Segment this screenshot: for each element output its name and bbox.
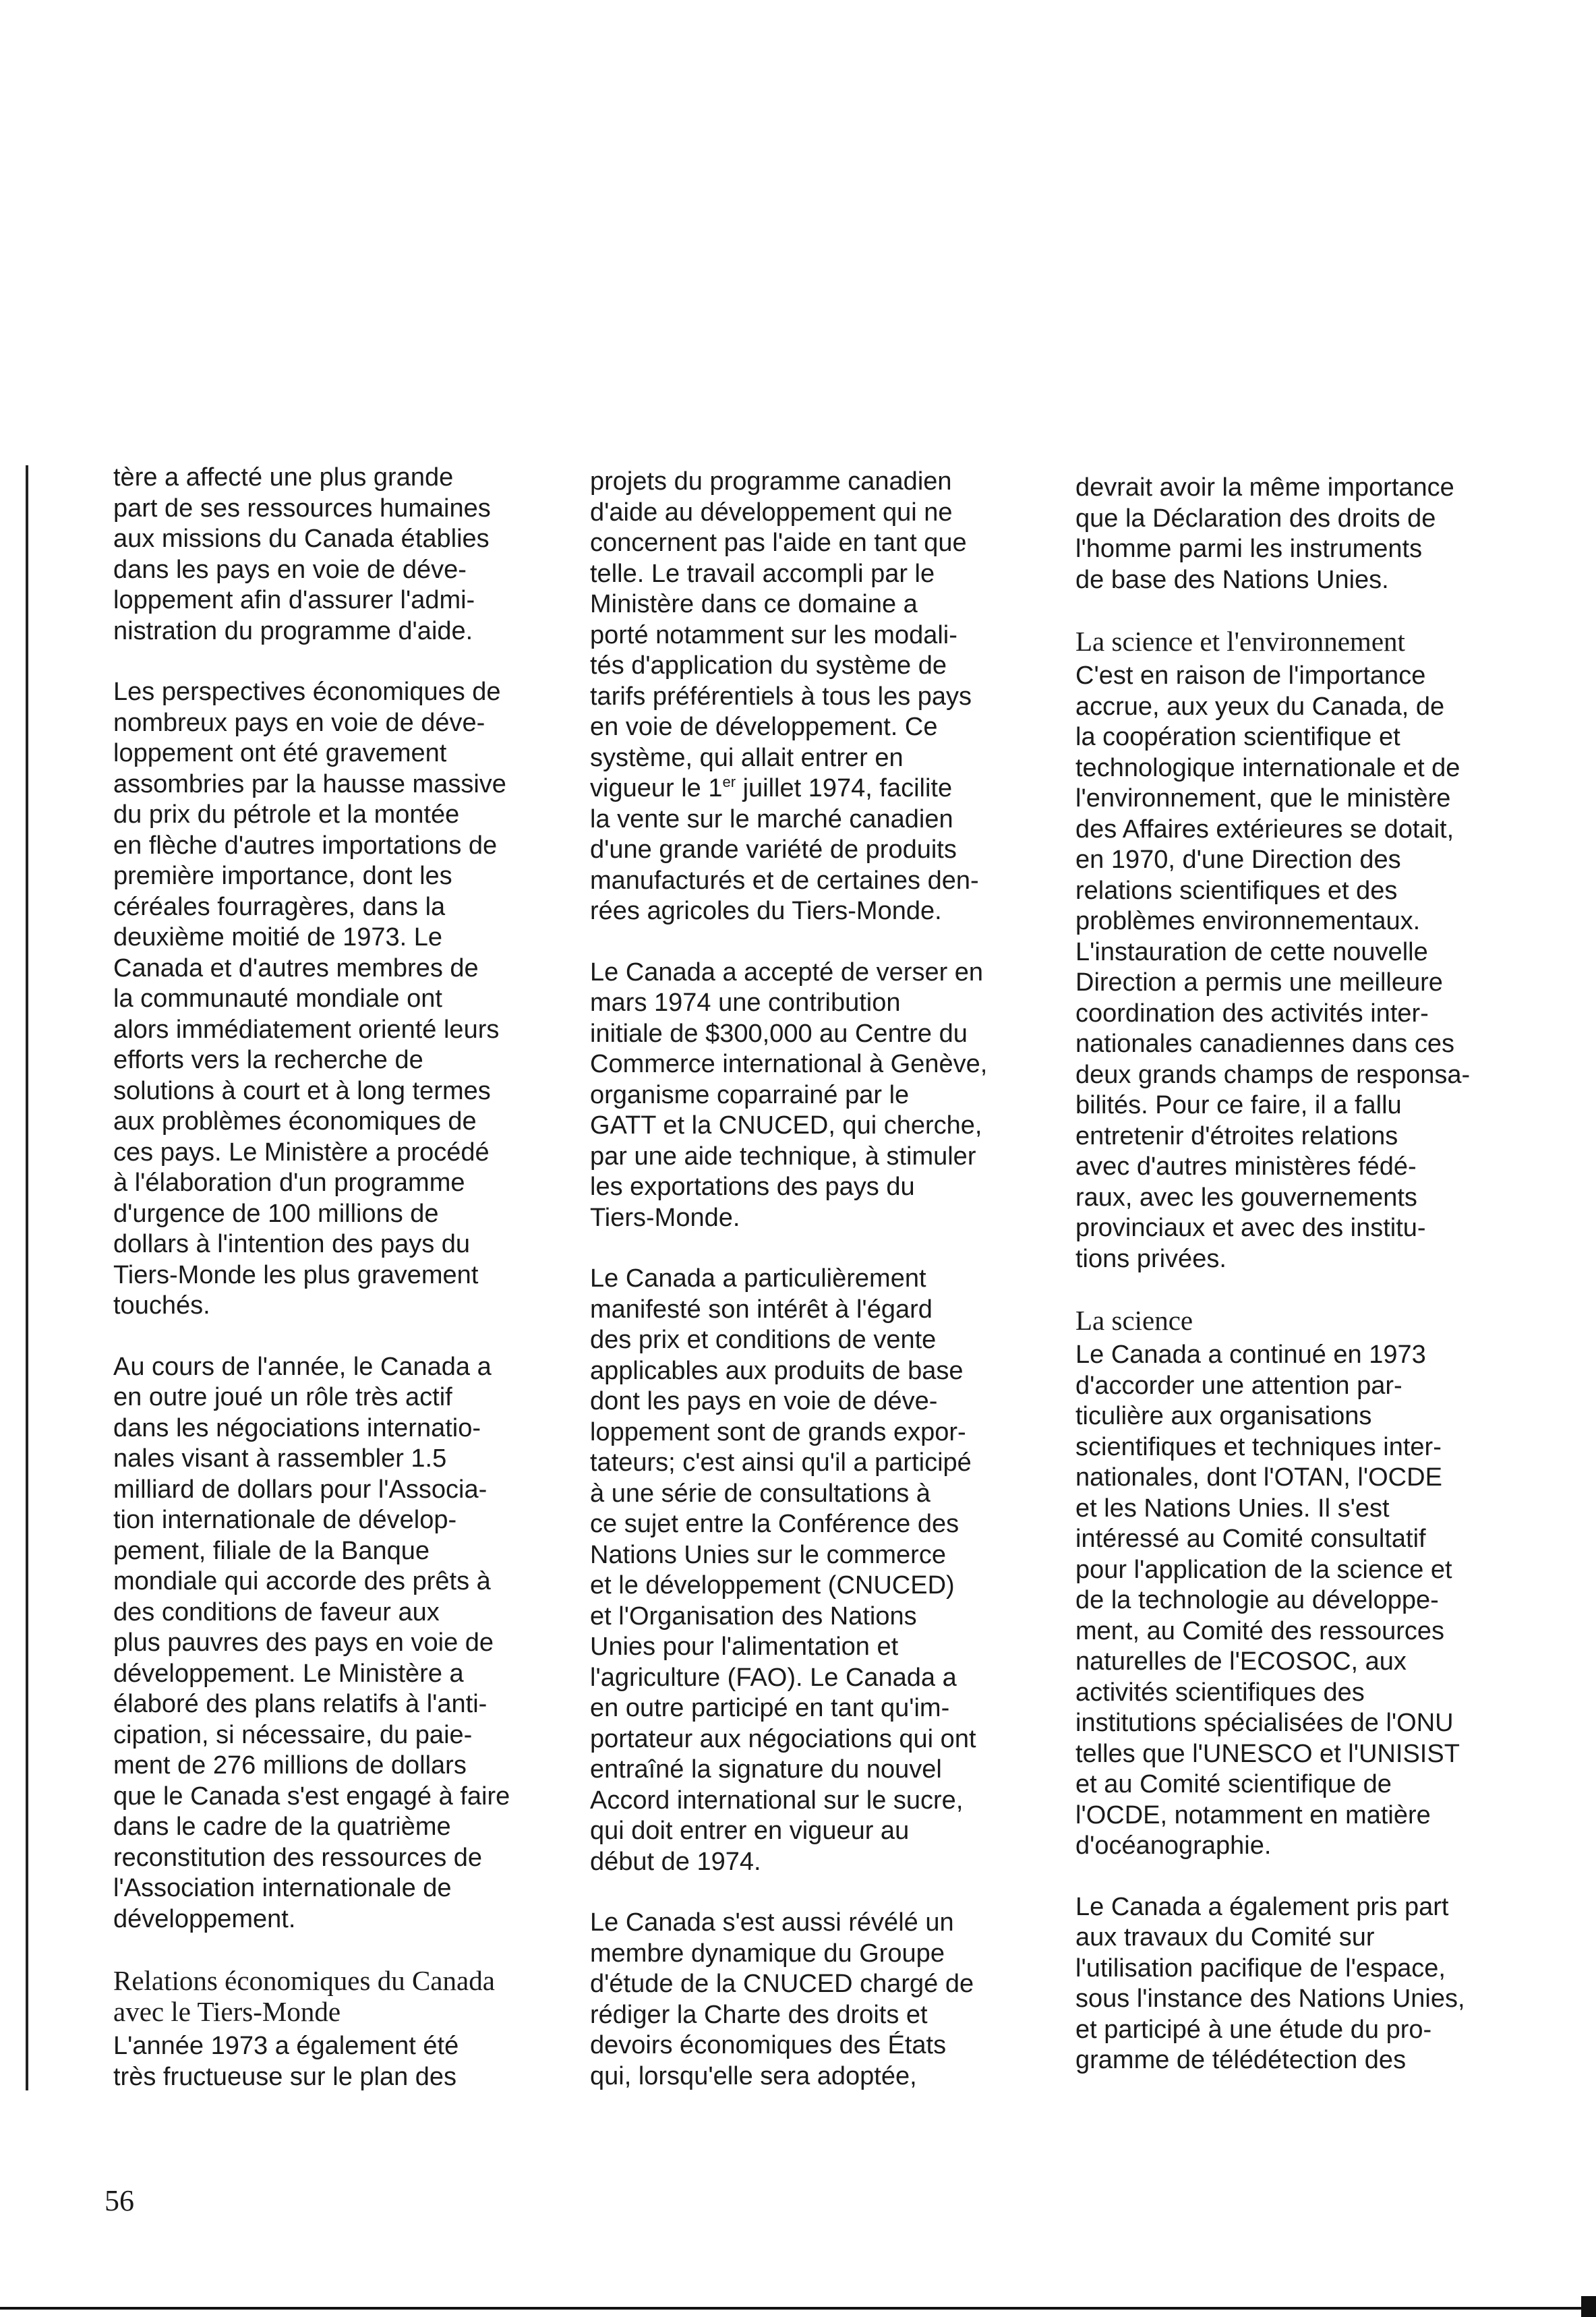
bottom-rule (0, 2307, 1596, 2310)
text-line: de la technologie au développe- (1075, 1586, 1439, 1614)
text-line: GATT et la CNUCED, qui cherche, (590, 1111, 982, 1140)
corner-mark (1581, 2296, 1596, 2317)
text-line: rées agricoles du Tiers-Monde. (590, 897, 942, 925)
text-line: et participé à une étude du pro- (1075, 2015, 1432, 2044)
text-line: loppement ont été gravement (113, 739, 447, 767)
text-line: vigueur le 1er juillet 1974, facilite (590, 773, 953, 802)
margin-rule (26, 465, 28, 2090)
text-line: portateur aux négociations qui ont (590, 1724, 976, 1753)
text-line: avec d'autres ministères fédé- (1075, 1152, 1417, 1181)
text-line: telle. Le travail accompli par le (590, 559, 935, 588)
text-line: pement, filiale de la Banque (113, 1536, 430, 1565)
text-line: élaboré des plans relatifs à l'anti- (113, 1690, 487, 1718)
text-line: en outre participé en tant qu'im- (590, 1694, 950, 1722)
text-line: devoirs économiques des États (590, 2031, 947, 2059)
text-line: accrue, aux yeux du Canada, de (1075, 692, 1445, 721)
paragraph (590, 958, 1038, 1234)
text-line: les exportations des pays du (590, 1173, 915, 1201)
text-line: efforts vers la recherche de (113, 1046, 423, 1074)
text-line: nationales, dont l'OTAN, l'OCDE (1075, 1463, 1442, 1492)
text-line: Les perspectives économiques de (113, 678, 501, 706)
text-line: deuxième moitié de 1973. Le (113, 923, 442, 951)
text-line: Nations Unies sur le commerce (590, 1540, 946, 1569)
text-line: membre dynamique du Groupe (590, 1939, 945, 1968)
text-line: Relations économiques du Canada (113, 1965, 495, 1996)
text-line: porté notamment sur les modali- (590, 620, 957, 649)
text-line: plus pauvres des pays en voie de (113, 1629, 494, 1657)
text-line: début de 1974. (590, 1847, 761, 1876)
paragraph (590, 467, 1038, 927)
paragraph (1075, 661, 1534, 1274)
text-line: et au Comité scientifique de (1075, 1770, 1392, 1798)
text-line: projets du programme canadien (590, 467, 952, 496)
section-heading (1075, 1305, 1534, 1336)
text-column-2 (590, 467, 1038, 2122)
text-line: ces pays. Le Ministère a procédé (113, 1138, 490, 1167)
text-line: technologique internationale et de (1075, 753, 1460, 782)
text-line: système, qui allait entrer en (590, 743, 904, 772)
paragraph (113, 1352, 562, 1935)
text-line: d'océanographie. (1075, 1831, 1272, 1860)
text-line: à une série de consultations à (590, 1479, 930, 1508)
text-line: organisme coparrainé par le (590, 1080, 910, 1109)
text-line: Le Canada s'est aussi révélé un (590, 1908, 954, 1937)
text-line: institutions spécialisées de l'ONU (1075, 1709, 1454, 1737)
text-line: scientifiques et techniques inter- (1075, 1432, 1442, 1461)
text-line: la coopération scientifique et (1075, 723, 1400, 751)
text-column-3 (1075, 473, 1534, 2107)
text-line: et le développement (CNUCED) (590, 1571, 955, 1600)
text-line: que le Canada s'est engagé à faire (113, 1782, 510, 1811)
text-line: dans les pays en voie de déve- (113, 555, 467, 584)
text-line: manifesté son intérêt à l'égard (590, 1295, 933, 1324)
text-line: alors immédiatement orienté leurs (113, 1015, 500, 1044)
text-line: très fructueuse sur le plan des (113, 2062, 457, 2091)
text-line: solutions à court et à long termes (113, 1076, 491, 1105)
text-line: telles que l'UNESCO et l'UNISIST (1075, 1739, 1460, 1768)
text-line: assombries par la hausse massive (113, 769, 506, 798)
text-line: concernent pas l'aide en tant que (590, 529, 967, 557)
text-line: Le Canada a également pris part (1075, 1892, 1449, 1921)
text-line: La science et l'environnement (1075, 626, 1405, 657)
text-line: nistration du programme d'aide. (113, 616, 473, 645)
text-line: en flèche d'autres importations de (113, 831, 498, 860)
text-line: nombreux pays en voie de déve- (113, 708, 485, 737)
text-line: Direction a permis une meilleure (1075, 968, 1443, 997)
text-line: rédiger la Charte des droits et (590, 2000, 928, 2029)
text-line: problèmes environnementaux. (1075, 907, 1421, 935)
text-line: tions privées. (1075, 1244, 1226, 1273)
section-heading (1075, 626, 1534, 657)
text-line: part de ses ressources humaines (113, 494, 491, 523)
text-line: en 1970, d'une Direction des (1075, 846, 1401, 874)
text-line: Tiers-Monde. (590, 1203, 740, 1232)
text-line: d'accorder une attention par- (1075, 1371, 1402, 1400)
text-line: d'étude de la CNUCED chargé de (590, 1970, 974, 1998)
text-line: provinciaux et avec des institu- (1075, 1214, 1426, 1242)
text-line: raux, avec les gouvernements (1075, 1183, 1417, 1212)
page-number: 56 (105, 2184, 134, 2217)
text-line: Commerce international à Genève, (590, 1050, 988, 1078)
text-line: mars 1974 une contribution (590, 989, 901, 1017)
text-line: ment, au Comité des ressources (1075, 1616, 1445, 1645)
text-line: la communauté mondiale ont (113, 985, 442, 1013)
text-line: Au cours de l'année, le Canada a (113, 1352, 492, 1381)
text-line: l'agriculture (FAO). Le Canada a (590, 1663, 957, 1692)
text-line: mondiale qui accorde des prêts à (113, 1567, 491, 1595)
text-line: tarifs préférentiels à tous les pays (590, 682, 972, 711)
text-line: gramme de télédétection des (1075, 2046, 1407, 2074)
text-line: du prix du pétrole et la montée (113, 800, 460, 829)
text-line: Accord international sur le sucre, (590, 1786, 964, 1815)
text-line: deux grands champs de responsa- (1075, 1060, 1471, 1089)
text-line: bilités. Pour ce faire, il a fallu (1075, 1091, 1402, 1119)
text-line: aux missions du Canada établies (113, 525, 490, 553)
text-line: dollars à l'intention des pays du (113, 1230, 471, 1258)
text-line: Le Canada a continué en 1973 (1075, 1341, 1426, 1369)
paragraph (1075, 473, 1534, 595)
paragraph (590, 1908, 1038, 2092)
text-line: activités scientifiques des (1075, 1678, 1365, 1707)
text-line: ment de 276 millions de dollars (113, 1751, 467, 1780)
text-line: en outre joué un rôle très actif (113, 1383, 452, 1411)
text-line: Le Canada a accepté de verser en (590, 958, 984, 987)
text-line: l'OCDE, notamment en matière (1075, 1800, 1431, 1829)
text-line: que la Déclaration des droits de (1075, 504, 1436, 533)
text-line: cipation, si nécessaire, du paie- (113, 1720, 473, 1749)
text-line: Unies pour l'alimentation et (590, 1633, 899, 1661)
text-line: aux problèmes économiques de (113, 1107, 477, 1136)
text-line: avec le Tiers-Monde (113, 1996, 341, 2027)
text-line: initiale de $300,000 au Centre du (590, 1019, 968, 1048)
text-line: première importance, dont les (113, 862, 452, 890)
text-line: Canada et d'autres membres de (113, 954, 479, 982)
text-line: l'Association internationale de (113, 1874, 452, 1902)
paragraph (1075, 1340, 1534, 1862)
text-line: tion internationale de dévelop- (113, 1506, 457, 1534)
text-line: touchés. (113, 1291, 210, 1320)
text-line: l'homme parmi les instruments (1075, 535, 1423, 563)
text-line: des prix et conditions de vente (590, 1326, 937, 1354)
section-heading (113, 1965, 562, 2027)
text-line: d'une grande variété de produits (590, 835, 957, 864)
text-line: C'est en raison de l'importance (1075, 662, 1426, 690)
paragraph (113, 463, 562, 647)
text-line: dans le cadre de la quatrième (113, 1813, 451, 1841)
text-line: la vente sur le marché canadien (590, 804, 953, 833)
text-line: manufacturés et de certaines den- (590, 866, 979, 895)
text-line: loppement afin d'assurer l'admi- (113, 586, 475, 614)
text-line: céréales fourragères, dans la (113, 892, 446, 921)
text-line: des Affaires extérieures se dotait, (1075, 815, 1454, 844)
text-line: relations scientifiques et des (1075, 876, 1398, 905)
text-line: L'année 1973 a également été (113, 2032, 459, 2060)
text-line: reconstitution des ressources de (113, 1843, 483, 1872)
text-line: entraîné la signature du nouvel (590, 1755, 942, 1784)
text-line: tère a affecté une plus grande (113, 463, 454, 492)
text-line: développement. Le Ministère a (113, 1659, 464, 1688)
text-line: dans les négociations internatio- (113, 1413, 481, 1442)
text-line: l'environnement, que le ministère (1075, 784, 1451, 813)
text-line: d'aide au développement qui ne (590, 498, 953, 527)
text-line: tés d'application du système de (590, 651, 947, 680)
text-line: tateurs; c'est ainsi qu'il a participé (590, 1448, 972, 1477)
text-line: ticulière aux organisations (1075, 1402, 1372, 1430)
text-line: nationales canadiennes dans ces (1075, 1030, 1454, 1058)
text-line: des conditions de faveur aux (113, 1597, 440, 1626)
text-line: en voie de développement. Ce (590, 713, 938, 741)
text-line: aux travaux du Comité sur (1075, 1923, 1375, 1952)
paragraph (113, 677, 562, 1322)
text-line: et l'Organisation des Nations (590, 1602, 917, 1631)
text-line: pour l'application de la science et (1075, 1555, 1452, 1584)
text-line: par une aide technique, à stimuler (590, 1142, 976, 1171)
paragraph (1075, 1892, 1534, 2076)
text-line: nales visant à rassembler 1.5 (113, 1444, 447, 1473)
text-line: loppement sont de grands expor- (590, 1417, 966, 1446)
text-line: qui doit entrer en vigueur au (590, 1817, 910, 1845)
text-line: de base des Nations Unies. (1075, 565, 1389, 594)
text-line: développement. (113, 1904, 296, 1933)
text-line: Ministère dans ce domaine a (590, 590, 918, 618)
text-line: qui, lorsqu'elle sera adoptée, (590, 2061, 917, 2090)
paragraph (113, 2031, 562, 2092)
text-line: et les Nations Unies. Il s'est (1075, 1494, 1390, 1523)
text-line: intéressé au Comité consultatif (1075, 1525, 1426, 1553)
text-line: L'instauration de cette nouvelle (1075, 937, 1428, 966)
text-line: d'urgence de 100 millions de (113, 1199, 439, 1228)
text-line: entretenir d'étroites relations (1075, 1121, 1398, 1150)
text-line: sous l'instance des Nations Unies, (1075, 1985, 1465, 2013)
text-line: naturelles de l'ECOSOC, aux (1075, 1647, 1407, 1676)
text-line: Le Canada a particulièrement (590, 1264, 926, 1293)
text-line: dont les pays en voie de déve- (590, 1387, 938, 1415)
text-line: devrait avoir la même importance (1075, 473, 1454, 502)
text-line: l'utilisation pacifique de l'espace, (1075, 1954, 1446, 1983)
text-line: applicables aux produits de base (590, 1356, 964, 1385)
paragraph (590, 1264, 1038, 1877)
text-line: Tiers-Monde les plus gravement (113, 1260, 479, 1289)
text-line: à l'élaboration d'un programme (113, 1169, 465, 1197)
text-line: La science (1075, 1305, 1193, 1336)
text-line: milliard de dollars pour l'Associa- (113, 1475, 487, 1504)
text-column-1 (113, 463, 562, 2123)
text-line: ce sujet entre la Conférence des (590, 1510, 959, 1538)
text-line: coordination des activités inter- (1075, 999, 1429, 1028)
